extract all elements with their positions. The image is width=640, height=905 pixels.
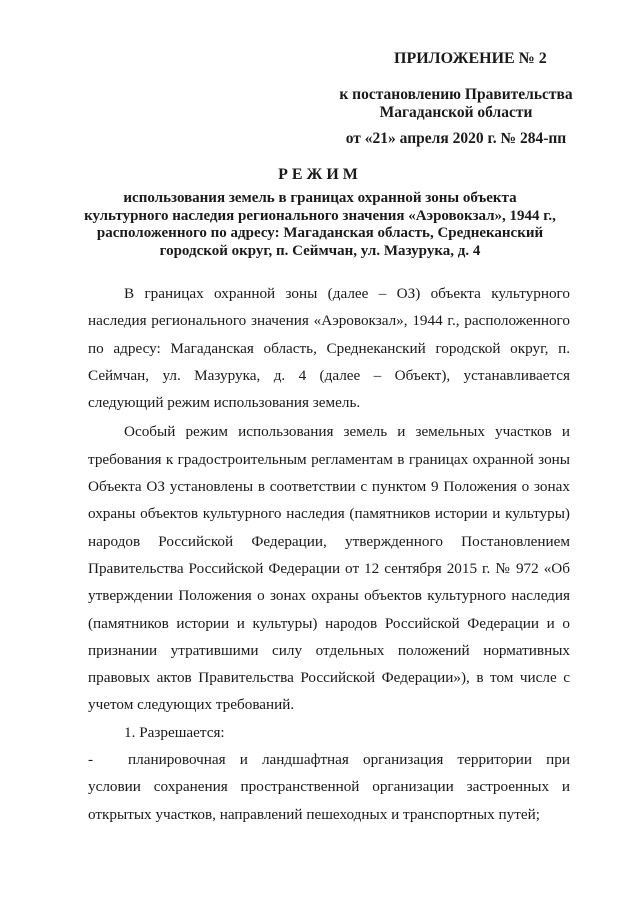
list-item-1: 1. Разрешается: bbox=[124, 723, 225, 741]
document-subtitle-line4: городской округ, п. Сеймчан, ул. Мазурука, д. 4 bbox=[159, 242, 481, 259]
document-subtitle bbox=[60, 190, 580, 260]
body-paragraph-2: Особый режим использования земель и земельных участков и требования к градостроительным регламентам в границах охранной зоны Объекта ОЗ установлены в соответствии с пунктом 9 Положения о зонах охраны объектов культурного наследия (памятников истории и культуры) народов Российской Федерации, утвержденного Постановлением Правительства Российской Федерации от 12 сентября 2015 г. № 972 «Об утверждении Положения о зонах охраны объектов культурного наследия (памятников истории и культуры) народов Российской Федерации и о признании утратившими силу отдельных положений нормативных правовых актов Правительства Российской Федерации»), в том числе с учетом следующих требований. bbox=[88, 423, 570, 714]
list-item-1-dash-1 bbox=[88, 746, 570, 828]
document-subtitle-line2: культурного наследия регионального значения «Аэровокзал», 1944 г., bbox=[84, 207, 556, 224]
appendix-reference bbox=[338, 86, 574, 122]
appendix-reference-line1: к постановлению Правительства bbox=[339, 86, 573, 103]
body-paragraph-1: В границах охранной зоны (далее – ОЗ) объекта культурного наследия регионального значения «Аэровокзал», 1944 г., расположенного по адресу: Магаданская область, Среднеканский городской округ, п. Сеймчан, ул. Мазурука, д. 4 (далее – Объект), устанавливается следующий режим использования земель. bbox=[88, 285, 570, 412]
appendix-reference-line2: Магаданской области bbox=[379, 104, 533, 121]
dash-marker: - bbox=[88, 751, 94, 769]
document-subtitle-line1: использования земель в границах охранной зоны объекта bbox=[123, 190, 517, 206]
appendix-date: от «21» апреля 2020 г. № 284-пп bbox=[345, 130, 567, 147]
appendix-title: ПРИЛОЖЕНИЕ № 2 bbox=[394, 50, 547, 67]
document-body bbox=[88, 280, 570, 828]
document-subtitle-line3: расположенного по адресу: Магаданская область, Среднеканский bbox=[96, 225, 544, 241]
list-item-1-dash-1-text: планировочная и ландшафтная организация территории при условии сохранения пространственной организации застроенных и открытых участков, направлений пешеходных и транспортных путей; bbox=[88, 751, 570, 823]
document-title: РЕЖИМ bbox=[278, 166, 362, 183]
